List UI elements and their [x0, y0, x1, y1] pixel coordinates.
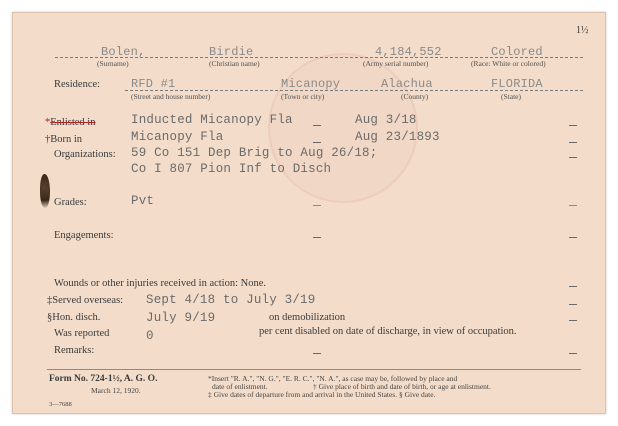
street-caption: (Street and house number): [131, 92, 211, 101]
surname-value: Bolen,: [101, 45, 146, 59]
enlisted-label: Enlisted in: [50, 117, 96, 128]
enlisted-label-row: [45, 117, 95, 128]
served-overseas-value: Sept 4/18 to July 3/19: [146, 293, 316, 307]
residence-town: Micanopy: [281, 77, 341, 91]
faint-stamp: [268, 53, 418, 203]
served-overseas-end-dash: [569, 304, 577, 305]
residence-state: FLORIDA: [491, 77, 543, 91]
hon-disch-suffix: on demobilization: [269, 312, 346, 323]
hon-disch-label: Hon. disch.: [52, 312, 101, 323]
residence-label: Residence:: [54, 79, 101, 90]
organizations-end-dash: [569, 157, 577, 158]
reported-suffix: per cent disabled on date of discharge, in view of occupation.: [259, 326, 517, 337]
enlisted-mark: *: [45, 117, 51, 128]
christian-name-value: Birdie: [209, 45, 254, 59]
residence-street: RFD #1: [131, 77, 176, 91]
footnote-1b: date of enlistment.: [212, 382, 268, 391]
corner-number: 1½: [576, 25, 589, 36]
remarks-label: Remarks:: [54, 345, 95, 356]
race-value: Colored: [491, 45, 543, 59]
organizations-line-1: 59 Co 151 Dep Brig to Aug 26/18;: [131, 146, 378, 160]
served-overseas-label-row: [47, 295, 123, 306]
wounds-row: [54, 278, 266, 289]
ink-blot: [40, 174, 50, 208]
grades-label: Grades:: [54, 197, 87, 208]
serial-caption: (Army serial number): [363, 59, 429, 68]
organizations-label: Organizations:: [54, 149, 116, 160]
name-line-rule: [55, 57, 583, 58]
wounds-label: Wounds or other injuries received in action:: [54, 278, 239, 289]
grades-value: Pvt: [131, 194, 155, 208]
county-caption: (County): [401, 92, 429, 101]
footnote-1: *Insert "R. A.", "N. G.", "E. R. C.", "N. A.", as case may be, followed by place and: [208, 374, 458, 383]
print-code: 3—7688: [49, 401, 72, 408]
grades-dash: [313, 205, 321, 206]
hon-disch-value: July 9/19: [146, 311, 216, 325]
race-caption: (Race: White or colored): [471, 59, 546, 68]
footnote-2: † Give place of birth and date of birth, or age at enlistment.: [313, 382, 491, 391]
surname-caption: (Surname): [97, 59, 129, 68]
hon-disch-label-row: [47, 312, 100, 323]
hon-disch-mark: §: [47, 312, 53, 323]
born-value: Micanopy Fla: [131, 130, 224, 144]
footer-rule: [47, 369, 581, 370]
wounds-end-dash: [569, 286, 577, 287]
form-date: March 12, 1920.: [91, 386, 141, 395]
served-overseas-mark: ‡: [47, 295, 53, 306]
hon-disch-end-dash: [569, 320, 577, 321]
grades-end-dash: [569, 205, 577, 206]
footnote-3: ‡ Give dates of departure from and arrival in the United States. § Give date.: [208, 390, 436, 399]
enlisted-value: Inducted Micanopy Fla: [131, 113, 293, 127]
army-serial-value: 4,184,552: [375, 45, 442, 59]
remarks-dash: [313, 353, 321, 354]
born-label-row: [45, 134, 82, 145]
reported-value: 0: [146, 329, 154, 343]
born-end-dash: [569, 142, 577, 143]
residence-county: Alachua: [381, 77, 433, 91]
form-number: Form No. 724-1½, A. G. O.: [49, 374, 158, 384]
service-record-card: [12, 12, 606, 414]
engagements-label: Engagements:: [54, 230, 114, 241]
served-overseas-label: Served overseas:: [52, 295, 124, 306]
born-label: Born in: [50, 134, 83, 145]
town-caption: (Town or city): [281, 92, 325, 101]
christian-name-caption: (Christian name): [209, 59, 260, 68]
born-mark: †: [45, 134, 51, 145]
wounds-value: None.: [240, 278, 267, 289]
reported-label: Was reported: [54, 328, 110, 339]
state-caption: (State): [501, 92, 521, 101]
remarks-end-dash: [569, 353, 577, 354]
born-date: Aug 23/1893: [355, 130, 440, 144]
engagements-end-dash: [569, 237, 577, 238]
organizations-line-2: Co I 807 Pion Inf to Disch: [131, 162, 332, 176]
enlisted-date: Aug 3/18: [355, 113, 417, 127]
engagements-dash: [313, 237, 321, 238]
enlisted-end-dash: [569, 125, 577, 126]
born-dash: [313, 142, 321, 143]
residence-rule: [125, 90, 583, 91]
enlisted-dash: [313, 125, 321, 126]
